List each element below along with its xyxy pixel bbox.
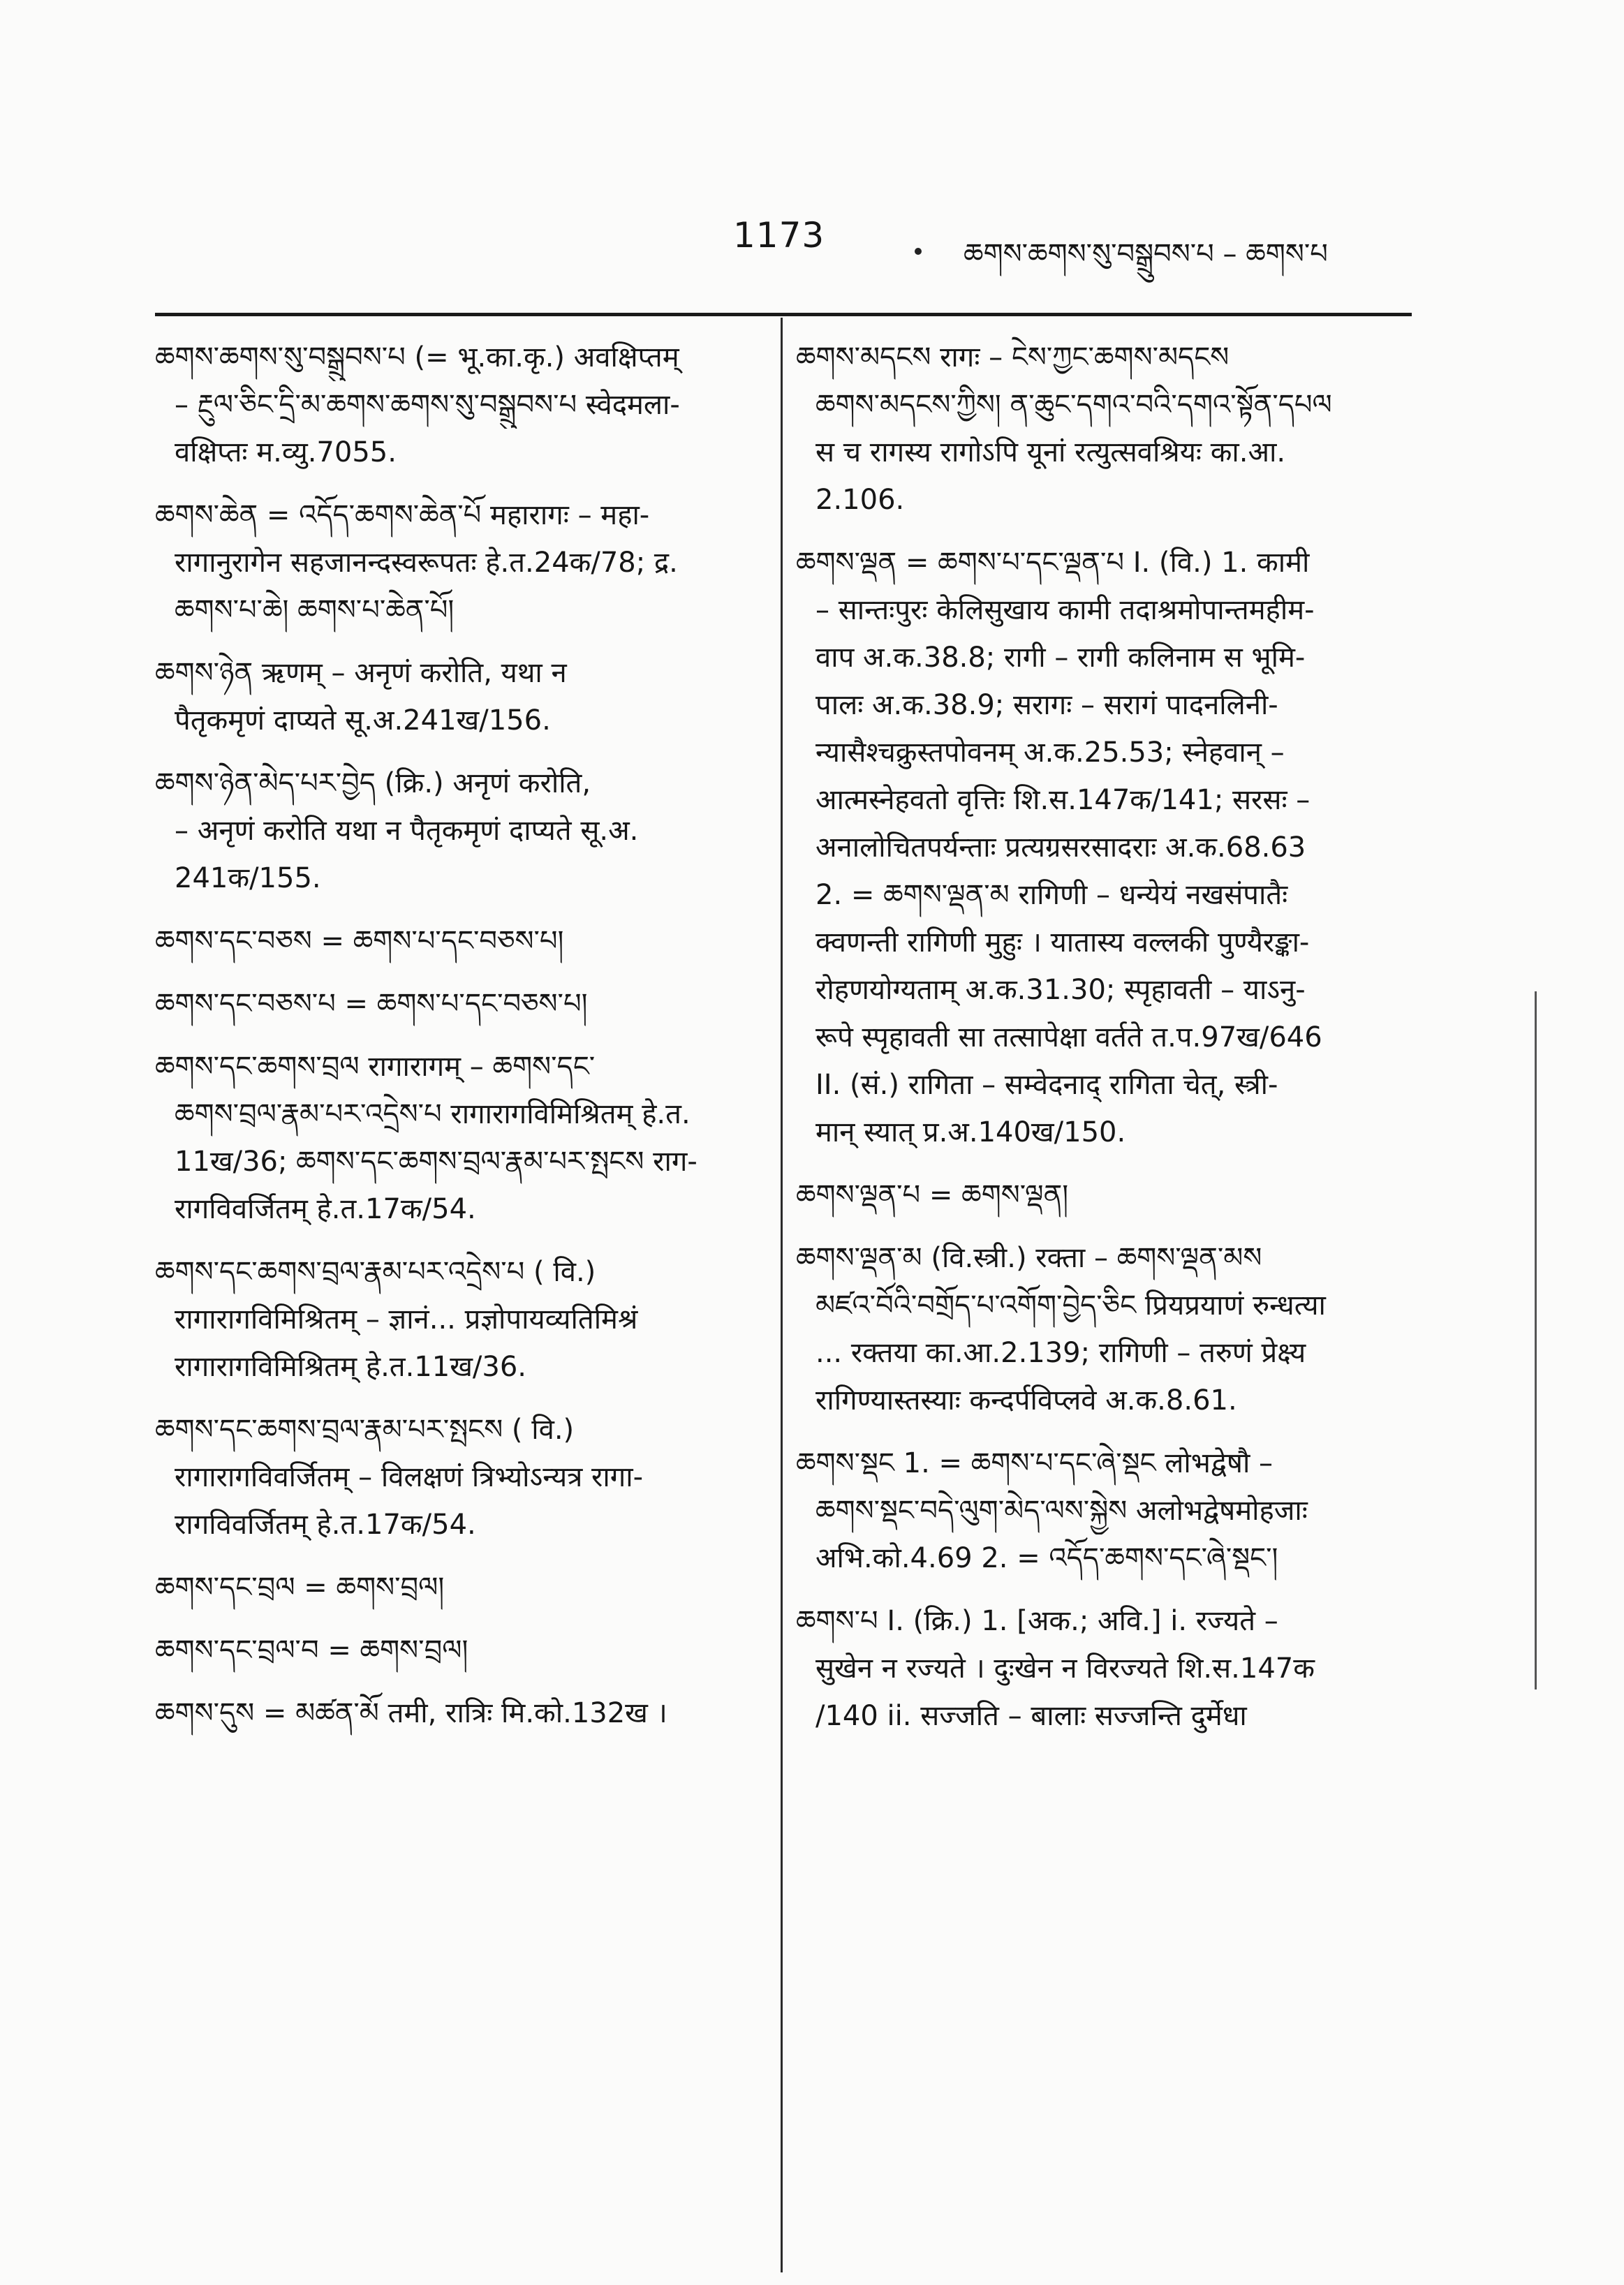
entry-headline: ཆགས་མདངས रागः – ངེས་ཀྱང་ཆགས་མདངས: [796, 341, 1230, 374]
dictionary-entry: [155, 1564, 754, 1611]
entry-headline: ཆགས་དང་བཅས་པ = ཆགས་པ་དང་བཅས་པ།: [155, 988, 588, 1020]
entry-text-line: न्यासैश्चक्रुस्तपोवनम् अ.क.25.53; स्नेहवान् –: [815, 737, 1285, 769]
entry-text-line: रागारागविवर्जितम् – विलक्षणं त्रिभ्योऽन्यत्र रागा-: [175, 1461, 644, 1493]
entry-headline: ཆགས་པ I. (क्रि.) 1. [अक.; अवि.] i. रज्यते –: [796, 1605, 1278, 1637]
entry-text-line: 2. = ཆགས་ལྡན་མ रागिणी – धन्येयं नखसंपातैः: [815, 879, 1288, 911]
entry-text-line: क्वणन्ती रागिणी मुहुः । यातास्य वल्लकी पुण्यैरङ्का-: [815, 926, 1310, 959]
entry-text-line: रागविवर्जितम् हे.त.17क/54.: [175, 1509, 476, 1541]
entry-text-line: – अनृणं करोति यथा न पैतृकमृणं दाप्यते सू.अ.: [175, 815, 639, 847]
entry-text-line: पैतृकमृणं दाप्यते सू.अ.241ख/156.: [175, 704, 551, 737]
entry-text-line: – सान्तःपुरः केलिसुखाय कामी तदाश्रमोपान्तमहीम-: [815, 594, 1315, 626]
entry-headline: ཆགས་ལྡན = ཆགས་པ་དང་ལྡན་པ I. (वि.) 1. कामी: [796, 547, 1310, 579]
page-edge-mark: [1535, 991, 1537, 1689]
entry-headline: ཆགས་ལྡན་མ (वि.स्त्री.) रक्ता – ཆགས་ལྡན་མས: [796, 1242, 1262, 1274]
entry-text-line: 2.106.: [815, 484, 905, 516]
dictionary-entry: [155, 649, 754, 744]
entry-text-line: अनालोचितपर्यन्ताः प्रत्यग्रसरसादराः अ.क.68.63: [815, 831, 1306, 864]
entry-text-line: आत्मस्नेहवतो वृत्तिः शि.स.147क/141; सरसः –: [815, 784, 1311, 816]
page-number: 1173: [733, 215, 825, 256]
entry-headline: ཆགས་དང་ཆགས་བྲལ रागारागम् – ཆགས་དང་: [155, 1051, 596, 1083]
entry-headline: ཆགས་ལྡན་པ = ཆགས་ལྡན།: [796, 1179, 1069, 1211]
entry-text-line: सुखेन न रज्यते । दुःखेन न विरज्यते शि.स.147क: [815, 1652, 1315, 1685]
entry-text-line: ཆགས་བྲལ་རྣམ་པར་འདྲེས་པ रागारागविमिश्रितम् हे.त.: [175, 1098, 691, 1130]
entry-headline: ཆགས་དུས = མཚན་མོ तमी, रात्रिः मि.को.132ख ।: [155, 1697, 667, 1729]
dictionary-entry: [155, 1627, 754, 1674]
entry-text-line: अभि.को.4.69 2. = འདོད་ཆགས་དང་ཞེ་སྡང་།: [815, 1542, 1278, 1574]
right-column: [796, 334, 1410, 1755]
running-head: ཆགས་ཆགས་སུ་བསྒྲུབས་པ – ཆགས་པ: [964, 238, 1328, 270]
entry-headline: ཆགས་དང་བཅས = ཆགས་པ་དང་བཅས་པ།: [155, 925, 564, 957]
entry-headline: ཆགས་དང་ཆགས་བྲལ་རྣམ་པར་སྤངས ( वि.): [155, 1414, 575, 1446]
entry-headline: ཆགས་དང་བྲལ་བ = ཆགས་བྲལ།: [155, 1634, 468, 1666]
entry-headline: ཆགས་ཉེན་མེད་པར་བྱེད (क्रि.) अनृणं करोति,: [155, 767, 591, 799]
entry-text-line: पालः अ.क.38.9; सरागः – सरागं पादनलिनी-: [815, 689, 1278, 721]
top-rule: [155, 313, 1412, 316]
entry-headline: ཆགས་ཉེན ऋणम् – अनृणं करोति, यथा न: [155, 657, 567, 689]
dictionary-entry: [155, 334, 754, 476]
dictionary-entry: [796, 1171, 1410, 1219]
dictionary-entry: [155, 1248, 754, 1391]
column-divider: [781, 318, 783, 2272]
entry-text-line: वाप अ.क.38.8; रागी – रागी कलिनाम स भूमि-: [815, 642, 1306, 674]
dictionary-entry: [155, 760, 754, 902]
entry-text-line: II. (सं.) रागिता – सम्वेदनाद् रागिता चेत्, स्त्री-: [815, 1069, 1278, 1101]
dictionary-entry: [155, 491, 754, 634]
entry-headline: ཆགས་སྡང 1. = ཆགས་པ་དང་ཞེ་སྡང लोभद्वेषौ –: [796, 1447, 1274, 1479]
left-column: [155, 334, 754, 1752]
entry-headline: ཆགས་ཆགས་སུ་བསྒྲུབས་པ (= भू.का.कृ.) अवक्षिप्तम्: [155, 341, 679, 374]
dictionary-entry: [155, 980, 754, 1028]
entry-text-line: रागानुरागेन सहजानन्दस्वरूपतः हे.त.24क/78; द्र.: [175, 547, 678, 579]
entry-headline: ཆགས་དང་ཆགས་བྲལ་རྣམ་པར་འདྲེས་པ ( वि.): [155, 1256, 596, 1288]
entry-text-line: रागारागविमिश्रितम् हे.त.11ख/36.: [175, 1351, 527, 1383]
entry-text-line: मान् स्यात् प्र.अ.140ख/150.: [815, 1116, 1126, 1148]
dictionary-entry: [796, 1597, 1410, 1740]
entry-text-line: མཛའ་བོའི་བགྲོད་པ་འགོག་བྱེད་ཅིང प्रियप्रयाणं रुन्धत्या: [815, 1289, 1326, 1322]
entry-headline: ཆགས་དང་བྲལ = ཆགས་བྲལ།: [155, 1572, 445, 1604]
entry-text-line: ... रक्तया का.आ.2.139; रागिणी – तरुणं प्रेक्ष्य: [815, 1337, 1306, 1369]
dictionary-entry: [796, 334, 1410, 524]
entry-text-line: /140 ii. सज्जति – बालाः सज्जन्ति दुर्मेधा: [815, 1700, 1247, 1732]
dictionary-entry: [796, 1440, 1410, 1582]
entry-text-line: ཆགས་པ་ཆེ། ཆགས་པ་ཆེན་པོ།: [175, 594, 455, 626]
header-dot: [915, 248, 922, 255]
dictionary-entry: [796, 1234, 1410, 1424]
entry-text-line: रागिण्यास्तस्याः कन्दर्पविप्लवे अ.क.8.61.: [815, 1384, 1237, 1417]
entry-text-line: ཆགས་སྡང་བདེ་ལུག་མེད་ལས་སྐྱེས अलोभद्वेषमोहजाः: [815, 1495, 1308, 1527]
entry-text-line: 11ख/36; ཆགས་དང་ཆགས་བྲལ་རྣམ་པར་སྤངས राग-: [175, 1146, 697, 1178]
dictionary-entry: [155, 917, 754, 965]
dictionary-entry: [155, 1043, 754, 1233]
dictionary-entry: [155, 1406, 754, 1548]
entry-text-line: स च रागस्य रागोऽपि यूनां रत्युत्सवश्रियः का.आ.: [815, 436, 1286, 468]
entry-text-line: वक्षिप्तः म.व्यु.7055.: [175, 436, 397, 468]
dictionary-entry: [155, 1689, 754, 1737]
entry-text-line: रागारागविमिश्रितम् – ज्ञानं... प्रज्ञोपायव्यतिमिश्रं: [175, 1303, 638, 1336]
entry-text-line: ཆགས་མདངས་ཀྱིས། ན་ཆུང་དགའ་བའི་དགའ་སྟོན་དཔལ: [815, 389, 1332, 421]
entry-headline: ཆགས་ཆེན = འདོད་ཆགས་ཆེན་པོ महारागः – महा-: [155, 499, 650, 531]
entry-text-line: रागविवर्जितम् हे.त.17क/54.: [175, 1193, 476, 1225]
entry-text-line: रोहणयोग्यताम् अ.क.31.30; स्पृहावती – याऽनु-: [815, 974, 1306, 1006]
entry-text-line: रूपे स्पृहावती सा तत्सापेक्षा वर्तते त.प.97ख/646: [815, 1021, 1322, 1053]
dictionary-entry: [796, 539, 1410, 1156]
entry-text-line: 241क/155.: [175, 862, 321, 894]
entry-text-line: – རྔུལ་ཅིང་དྲི་མ་ཆགས་ཆགས་སུ་བསྒྲུབས་པ स्वेदमला-: [175, 389, 680, 421]
